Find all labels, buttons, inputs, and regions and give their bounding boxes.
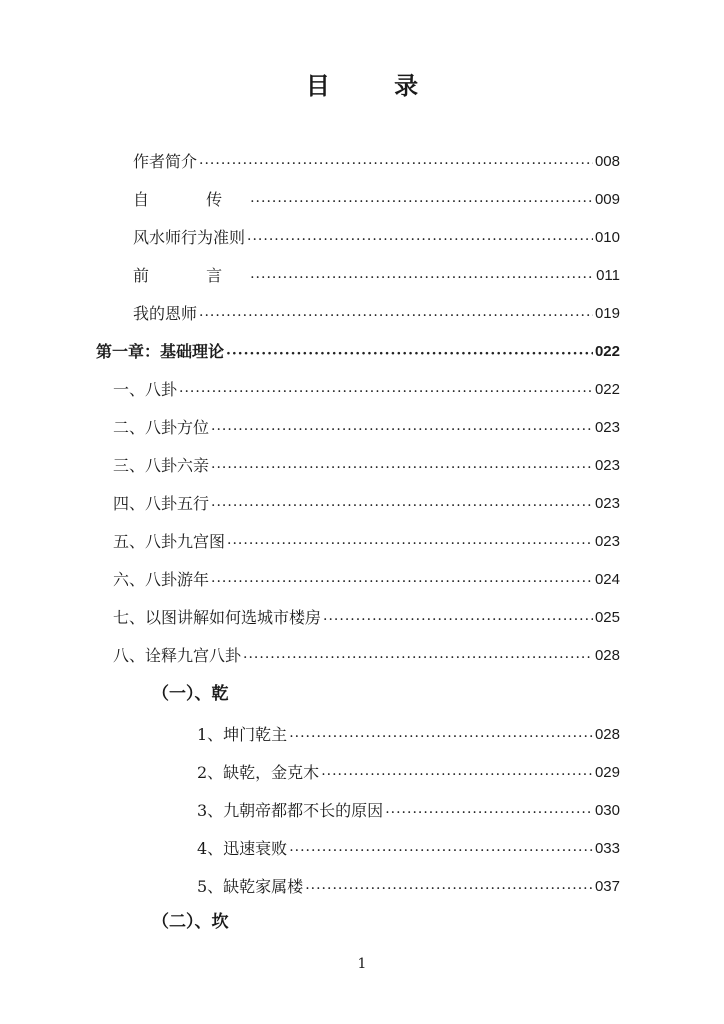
toc-entry-label: 六、八卦游年 [113, 570, 210, 589]
toc-entry-page: 023 [594, 419, 620, 436]
toc-leader-dots [289, 837, 593, 861]
toc-entry[interactable] [133, 188, 620, 212]
toc-entry[interactable] [113, 492, 620, 516]
toc-entry-label: 四、八卦五行 [113, 494, 210, 513]
toc-leader-dots [227, 530, 593, 554]
toc-leader-dots [199, 150, 593, 174]
toc-entry[interactable] [133, 150, 620, 174]
toc-entry-label: 第一章：基础理论 [96, 342, 225, 361]
toc-section-heading[interactable]: （一）、乾 [152, 684, 229, 704]
toc-entry-page: 008 [594, 153, 620, 170]
toc-leader-dots [199, 302, 593, 326]
toc-entry[interactable] [197, 799, 620, 823]
toc-entry[interactable] [197, 723, 620, 747]
toc-entry-page: 033 [594, 840, 620, 857]
toc-entry[interactable] [113, 416, 620, 440]
toc-entry-page: 028 [594, 726, 620, 743]
toc-entry-page: 024 [594, 571, 620, 588]
toc-entry-page: 028 [594, 647, 620, 664]
toc-entry-page: 022 [594, 381, 620, 398]
toc-leader-dots [211, 492, 593, 516]
toc-leader-dots [250, 264, 594, 288]
toc-entry-label: 1、坤门乾主 [197, 725, 288, 744]
toc-entry-label: 五、八卦九宫图 [113, 532, 226, 551]
toc-entry[interactable] [113, 568, 620, 592]
toc-entry[interactable] [133, 226, 620, 250]
toc-entry-page: 023 [594, 495, 620, 512]
toc-entry-page: 011 [596, 267, 620, 284]
toc-entry-label: 3、九朝帝都都不长的原因 [197, 801, 384, 820]
toc-entry-page: 022 [594, 343, 620, 360]
toc-leader-dots [385, 799, 593, 823]
toc-entry[interactable] [133, 302, 620, 326]
toc-leader-dots [243, 644, 593, 668]
toc-entry-label: 前 言 [133, 266, 249, 285]
toc-leader-dots [211, 568, 593, 592]
toc-entry-label: 自 传 [133, 190, 249, 209]
toc-entry[interactable] [133, 264, 620, 288]
page-number: 1 [357, 956, 367, 972]
toc-leader-dots [179, 378, 593, 402]
toc-entry[interactable] [113, 644, 620, 668]
toc-entry-label: 八、诠释九宫八卦 [113, 646, 242, 665]
toc-entry-page: 030 [594, 802, 620, 819]
toc-entry-page: 010 [594, 229, 620, 246]
toc-leader-dots [211, 454, 593, 478]
toc-entry-label: 风水师行为准则 [133, 228, 246, 247]
page-title: 目 录 [305, 72, 447, 100]
toc-entry-label: 三、八卦六亲 [113, 456, 210, 475]
toc-entry-label: 2、缺乾，金克木 [197, 763, 320, 782]
toc-entry-page: 009 [594, 191, 620, 208]
toc-leader-dots [250, 188, 593, 212]
toc-entry-page: 019 [594, 305, 620, 322]
toc-entry-page: 023 [594, 457, 620, 474]
toc-entry-page: 037 [594, 878, 620, 895]
toc-entry-page: 029 [594, 764, 620, 781]
toc-leader-dots [321, 761, 593, 785]
toc-chapter-entry[interactable] [96, 340, 620, 364]
toc-leader-dots [323, 606, 593, 630]
toc-entry-label: 七、以图讲解如何选城市楼房 [113, 608, 322, 627]
toc-section-heading[interactable]: （二）、坎 [152, 912, 229, 932]
toc-entry-page: 023 [594, 533, 620, 550]
toc-entry-label: 4、迅速衰败 [197, 839, 288, 858]
toc-entry-label: 5、缺乾家属楼 [197, 877, 304, 896]
toc-entry[interactable] [197, 761, 620, 785]
toc-entry[interactable] [113, 606, 620, 630]
toc-leader-dots [211, 416, 593, 440]
toc-leader-dots [247, 226, 593, 250]
toc-entry[interactable] [197, 875, 620, 899]
toc-entry-label: 我的恩师 [133, 304, 198, 323]
toc-leader-dots [305, 875, 593, 899]
toc-entry[interactable] [113, 378, 620, 402]
toc-entry-label: 一、八卦 [113, 380, 178, 399]
toc-leader-dots [226, 340, 593, 364]
toc-entry-page: 025 [594, 609, 620, 626]
toc-entry[interactable] [113, 530, 620, 554]
toc-entry[interactable] [113, 454, 620, 478]
toc-entry-label: 二、八卦方位 [113, 418, 210, 437]
toc-leader-dots [289, 723, 593, 747]
toc-entry-label: 作者简介 [133, 152, 198, 171]
toc-entry[interactable] [197, 837, 620, 861]
